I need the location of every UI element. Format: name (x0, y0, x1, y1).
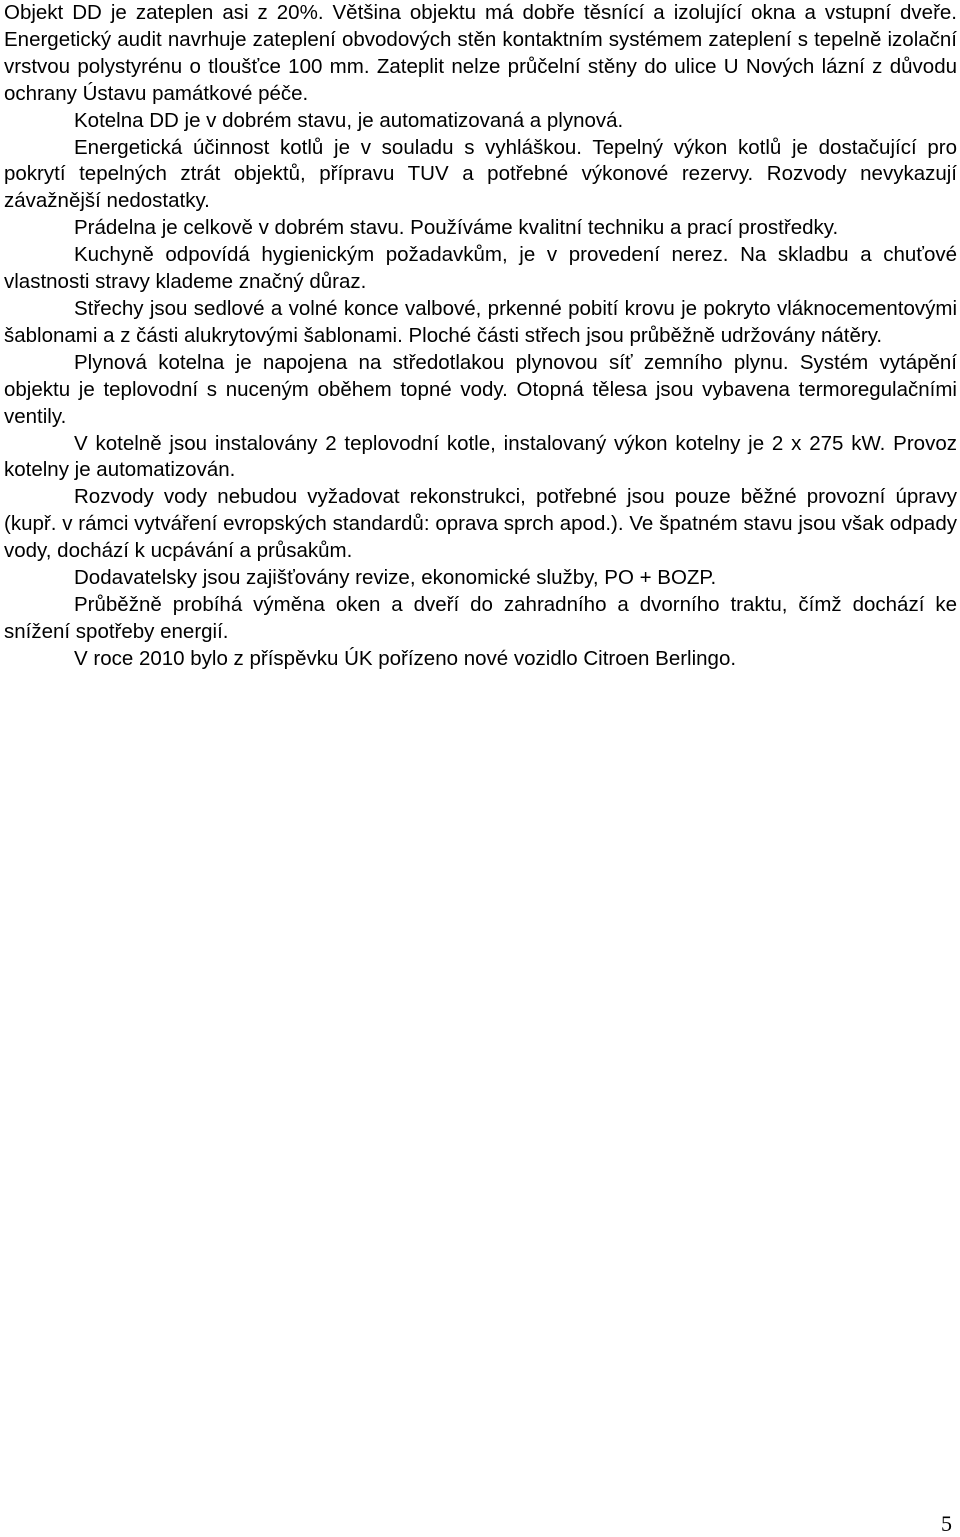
paragraph-boilers-installed: V kotelně jsou instalovány 2 teplovodní kotle, instalovaný výkon kotelny je 2 x 275 kW. Provoz kotelny je automatizován. (4, 431, 957, 482)
paragraph-roofs: Střechy jsou sedlové a volné konce valbové, prkenné pobití krovu je pokryto vláknocementovými šablonami a z části alukrytovými šablonami. Ploché části střech jsou průběžně udržovány nátěry. (4, 296, 957, 347)
paragraph-insulation: Objekt DD je zateplen asi z 20%. Většina objektu má dobře těsnící a izolující okna a vstupní dveře. Energetický audit navrhuje zateplení obvodových stěn kontaktním systémem zateplení s tepelně izolační vrstvou polystyrénu o tloušťce 100 mm. Zateplit nelze průčelní stěny do ulice U Nových lázní z důvodu ochrany Ústavu památkové péče. (4, 1, 957, 105)
paragraph-water-distribution: Rozvody vody nebudou vyžadovat rekonstrukci, potřebné jsou pouze běžné provozní úpravy (kupř. v rámci vytváření evropských standardů: oprava sprch apod.). Ve špatném stavu jsou však odpady vody, dochází k ucpávání a průsakům. (4, 485, 957, 563)
paragraph-kitchen: Kuchyně odpovídá hygienickým požadavkům, je v provedení nerez. Na skladbu a chuťové vlastnosti stravy klademe značný důraz. (4, 243, 957, 294)
paragraph-laundry: Prádelna je celkově v dobrém stavu. Používáme kvalitní techniku a prací prostředky. (74, 216, 839, 240)
paragraph-boiler-room: Kotelna DD je v dobrém stavu, je automatizovaná a plynová. (74, 108, 624, 132)
paragraph-windows-replacement: Průběžně probíhá výměna oken a dveří do zahradního a dvorního traktu, čímž dochází ke snížení spotřeby energií. (4, 592, 957, 643)
paragraph-vehicle: V roce 2010 bylo z příspěvku ÚK pořízeno nové vozidlo Citroen Berlingo. (74, 646, 737, 670)
page-number: 5 (941, 1511, 952, 1536)
document-body (4, 0, 957, 673)
paragraph-suppliers: Dodavatelsky jsou zajišťovány revize, ekonomické služby, PO + BOZP. (74, 566, 717, 590)
paragraph-gas-heating: Plynová kotelna je napojena na středotlakou plynovou síť zemního plynu. Systém vytápění objektu je teplovodní s nuceným oběhem topné vody. Otopná tělesa jsou vybavena termoregulačními ventily. (4, 350, 957, 428)
paragraph-boiler-efficiency: Energetická účinnost kotlů je v souladu s vyhláškou. Tepelný výkon kotlů je dostačující pro pokrytí tepelných ztrát objektů, přípravu TUV a potřebné výkonové rezervy. Rozvody nevykazují závažnější nedostatky. (4, 135, 957, 213)
